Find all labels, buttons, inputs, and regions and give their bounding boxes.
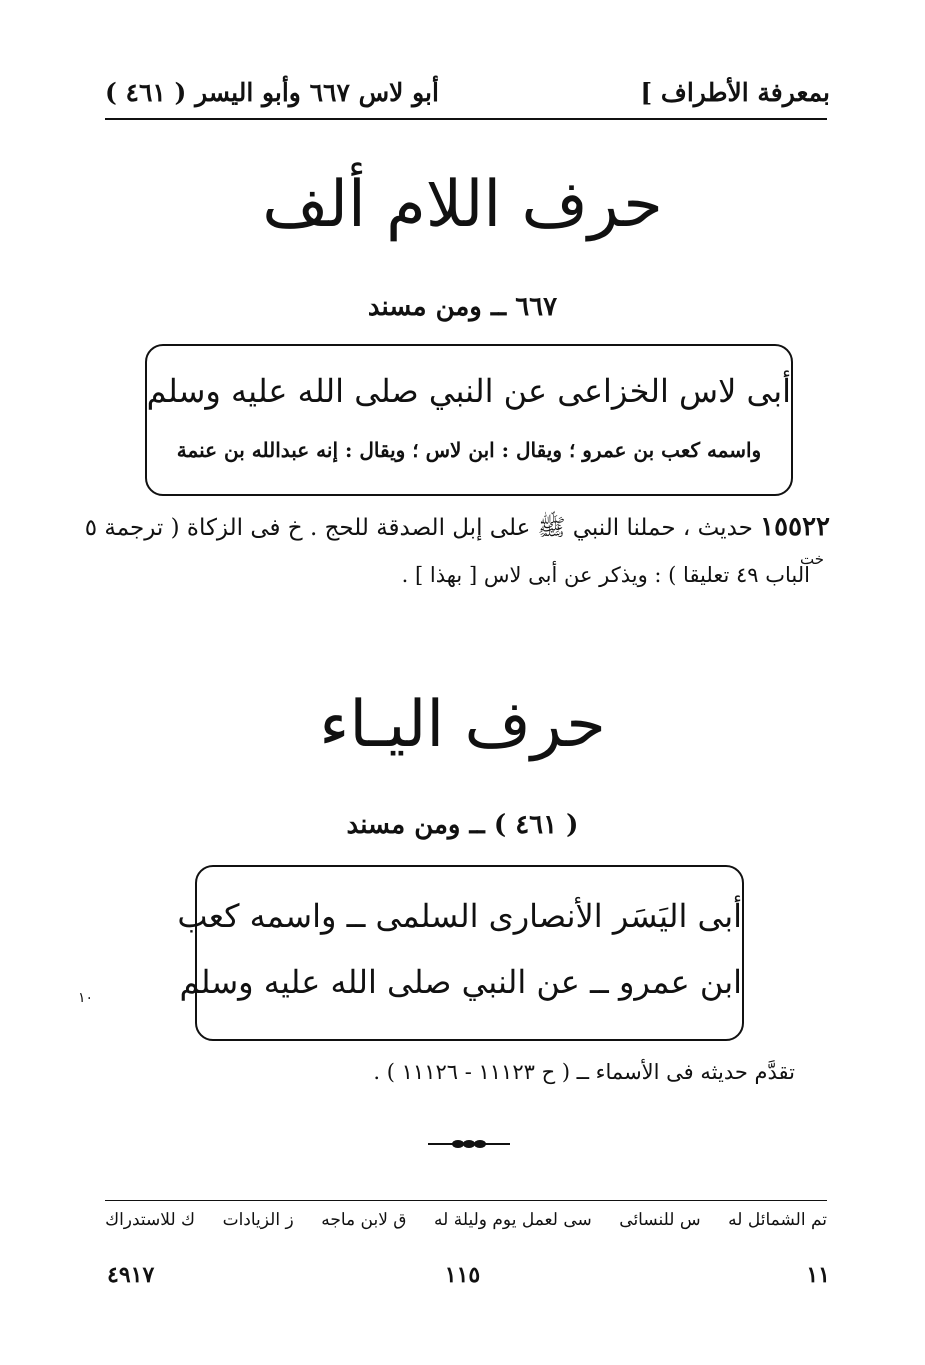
footer-right-number: ١١: [806, 1262, 830, 1288]
running-header-left: أبو لاس ٦٦٧ وأبو اليسر ( ٤٦١ ): [105, 78, 439, 107]
key-item: ز الزيادات: [222, 1210, 294, 1230]
narrator-box-abu-las: [145, 344, 793, 496]
hadith-entry-line-1: [85, 512, 830, 547]
key-item: ك للاستدراك: [105, 1210, 196, 1230]
hadith-text-2: الباب ٤٩ تعليقا ) : ويذكر عن أبى لاس [ بهذا ] .: [401, 563, 810, 587]
section-title-ya: حرف اليـاء: [319, 688, 606, 762]
narrator-box-abu-al-yasar: [177, 865, 744, 1041]
page-number: ١١٥: [444, 1262, 481, 1288]
ornament-divider-icon: [428, 1137, 510, 1151]
line-number-marker: ١٠: [78, 990, 94, 1006]
narrator-alt-names: واسمه كعب بن عمرو ؛ ويقال : ابن لاس ؛ ويقال : إنه عبدالله بن عنمة: [176, 438, 762, 462]
margin-note: خت: [800, 550, 825, 568]
musnad-heading-461: ( ٤٦١ ) ــ ومن مسند: [346, 810, 579, 840]
section-title-lam-alif: حرف اللام ألف: [262, 168, 663, 242]
musnad-heading-667: ٦٦٧ ــ ومن مسند: [367, 292, 558, 322]
footer-left-number: ٤٩١٧: [107, 1262, 155, 1288]
key-item: سى لعمل يوم وليلة له: [434, 1210, 592, 1230]
hadith-text-1: حديث ، حملنا النبي ﷺ على إبل الصدقة للحج . خ فى الزكاة ( ترجمة ٥: [84, 515, 753, 541]
key-item: س للنسائى: [619, 1210, 701, 1230]
key-item: تم الشمائل له: [728, 1210, 827, 1230]
running-header-right: بمعرفة الأطراف ]: [640, 78, 830, 107]
narrator-line-2: ابن عمرو ــ عن النبي صلى الله عليه وسلم: [179, 963, 742, 1001]
abbreviation-key: [105, 1210, 827, 1230]
hadith-number: ١٥٥٢٢: [760, 512, 830, 542]
cross-reference-note: تقدَّم حديثه فى الأسماء ــ ( ح ١١١٢٣ - ١١١٢٦ ) .: [373, 1060, 795, 1084]
narrator-name-line: أبى لاس الخزاعى عن النبي صلى الله عليه وسلم: [146, 372, 791, 410]
header-rule: [105, 118, 827, 120]
narrator-line-1: أبى اليَسَر الأنصارى السلمى ــ واسمه كعب: [177, 897, 742, 935]
footer-rule: [105, 1200, 827, 1201]
key-item: ق لابن ماجه: [321, 1210, 407, 1230]
